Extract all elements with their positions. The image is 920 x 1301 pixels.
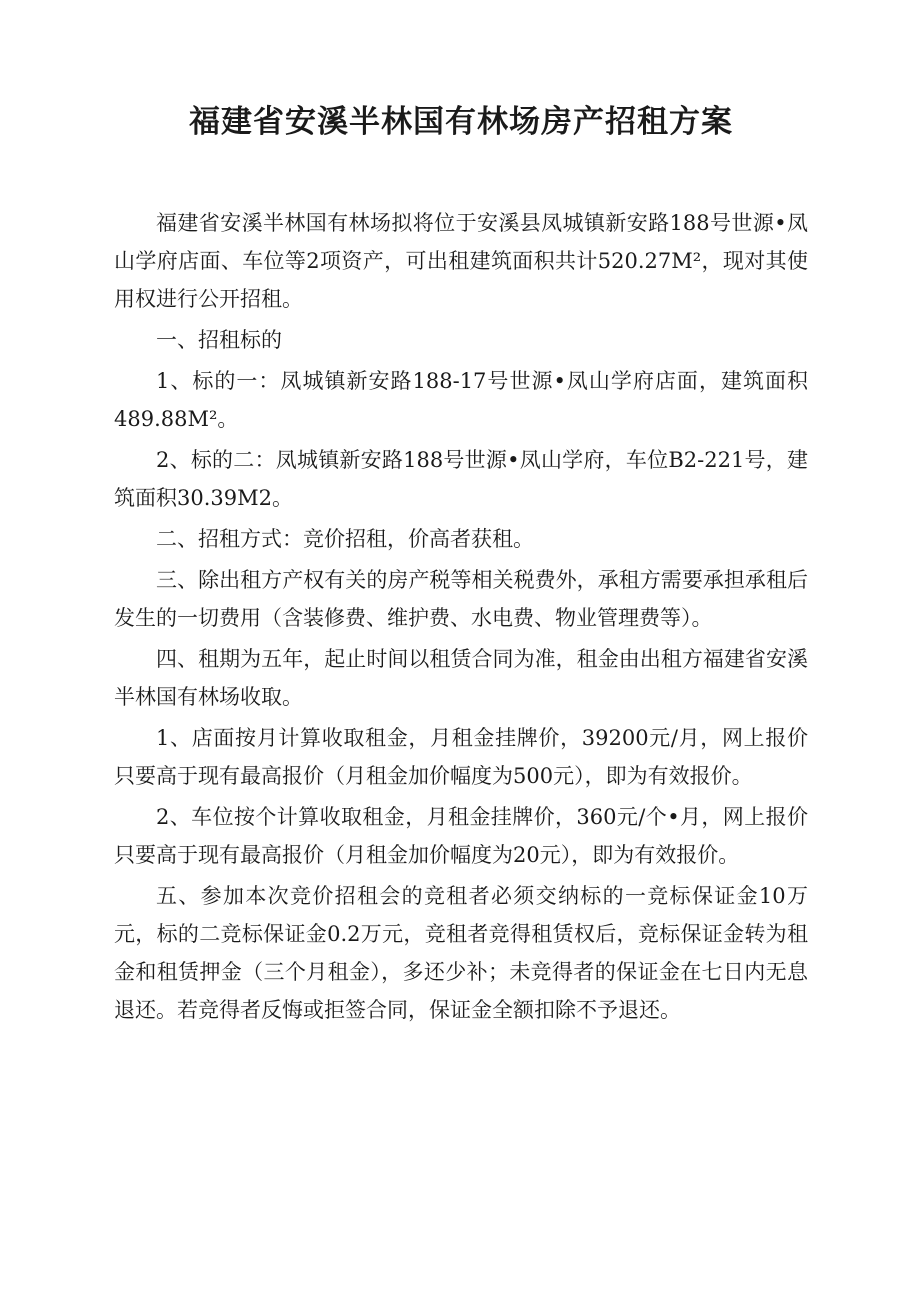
- paragraph-lot-1: 1、标的一：凤城镇新安路188-17号世源•凤山学府店面，建筑面积489.88M²。: [114, 369, 808, 431]
- paragraph-section-3: 三、除出租方产权有关的房产税等相关税费外，承租方需要承担承租后发生的一切费用（含装修费、维护费、水电费、物业管理费等）。: [114, 568, 808, 630]
- paragraph-section-5: 五、参加本次竞价招租会的竞租者必须交纳标的一竞标保证金10万元，标的二竞标保证金0.2万元，竞租者竞得租赁权后，竞标保证金转为租金和租赁押金（三个月租金），多还少补；未竞得者的保证金在七日内无息退还。若竞得者反悔或拒签合同，保证金全额扣除不予退还。: [114, 884, 808, 1022]
- document-body: [114, 204, 808, 1029]
- paragraph-section-4: 四、租期为五年，起止时间以租赁合同为准，租金由出租方福建省安溪半林国有林场收取。: [114, 647, 808, 709]
- paragraph-shop-rent: 1、店面按月计算收取租金，月租金挂牌价，39200元/月，网上报价只要高于现有最高报价（月租金加价幅度为500元），即为有效报价。: [114, 726, 808, 788]
- paragraph-section-1-heading: 一、招租标的: [156, 328, 282, 352]
- paragraph-parking-rent: 2、车位按个计算收取租金，月租金挂牌价，360元/个•月，网上报价只要高于现有最高报价（月租金加价幅度为20元），即为有效报价。: [114, 805, 808, 867]
- document-title: 福建省安溪半林国有林场房产招租方案: [189, 104, 733, 140]
- paragraph-section-2: 二、招租方式：竞价招租，价高者获租。: [156, 527, 534, 551]
- paragraph-lot-2: 2、标的二：凤城镇新安路188号世源•凤山学府，车位B2-221号，建筑面积30.39M2。: [114, 448, 808, 510]
- paragraph-intro: 福建省安溪半林国有林场拟将位于安溪县凤城镇新安路188号世源•凤山学府店面、车位等2项资产，可出租建筑面积共计520.27M²，现对其使用权进行公开招租。: [114, 211, 808, 311]
